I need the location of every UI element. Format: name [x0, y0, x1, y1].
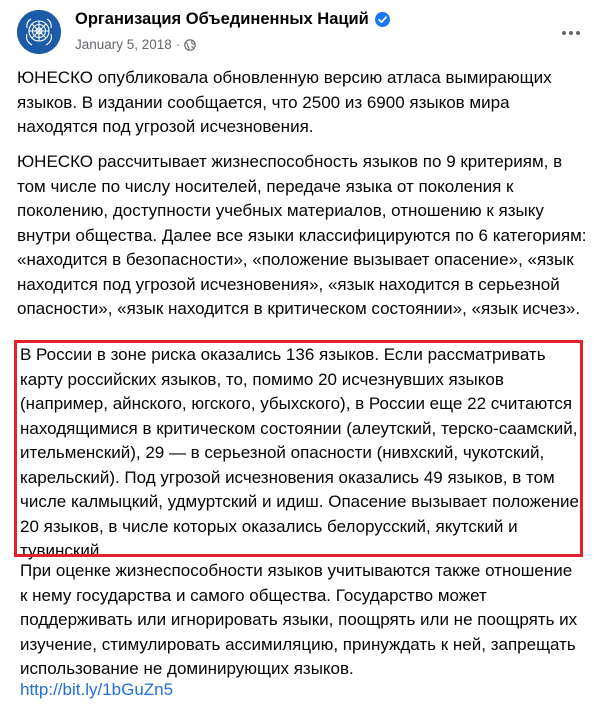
globe-icon — [184, 39, 196, 51]
dot — [569, 31, 573, 35]
un-emblem-icon[interactable] — [17, 10, 61, 54]
post-paragraph: ЮНЕСКО рассчитывает жизнеспособность языков по 9 критериям, в том числе по числу носителей, передаче языка от поколения к поколению, доступности учебных материалов, отношению к языку внутри общества. Далее все языки классифицируются по 6 категориям: «находится в безопасности», «положение вызывает опасение», «язык находится под угрозой исчезновения», «язык находится в серьезной опасности», «язык находится в критическом состоянии», «язык исчез». — [17, 152, 587, 318]
post-header — [17, 9, 587, 59]
dot — [562, 31, 566, 35]
post-paragraph-highlighted: В России в зоне риска оказались 136 языков. Если рассматривать карту российских языков, то, помимо 20 исчезнувших языков (например, айнского, югского, убыхского), в России еще 22 считаются находящимися в критическом состоянии (алеутский, терско-саамский, ительменский), 29 — в серьезной опасности (нивхский, чукотский, карельский). Под угрозой исчезновения оказались 49 языков, в том числе калмыцкий, удмуртский и идиш. Опасение вызывает положение 20 языков, в числе которых оказались белорусский, якутский и тувинский. — [20, 345, 579, 560]
post-paragraph: При оценке жизнеспособности языков учитываются также отношение к нему государства и самого общества. Государство может поддерживать или игнорировать языки, поощрять или не поощрять их изучение, стимулировать ассимиляцию, принуждать к ней, запрещать использование не доминирующих языков. — [20, 561, 578, 678]
verified-badge-icon — [375, 12, 390, 27]
post-meta — [75, 37, 196, 52]
dot — [576, 31, 580, 35]
page-name[interactable]: Организация Объединенных Наций — [75, 10, 369, 28]
post-paragraph: ЮНЕСКО опубликовала обновленную версию атласа вымирающих языков. В издании сообщается, что 2500 из 6900 языков мира находятся под угрозой исчезновения. — [17, 68, 552, 136]
meta-separator: · — [175, 37, 181, 52]
post-date[interactable]: January 5, 2018 — [75, 37, 172, 52]
more-options-icon[interactable] — [557, 23, 585, 43]
page-name-row — [75, 10, 390, 29]
post-link[interactable]: http://bit.ly/1bGuZn5 — [20, 680, 174, 699]
